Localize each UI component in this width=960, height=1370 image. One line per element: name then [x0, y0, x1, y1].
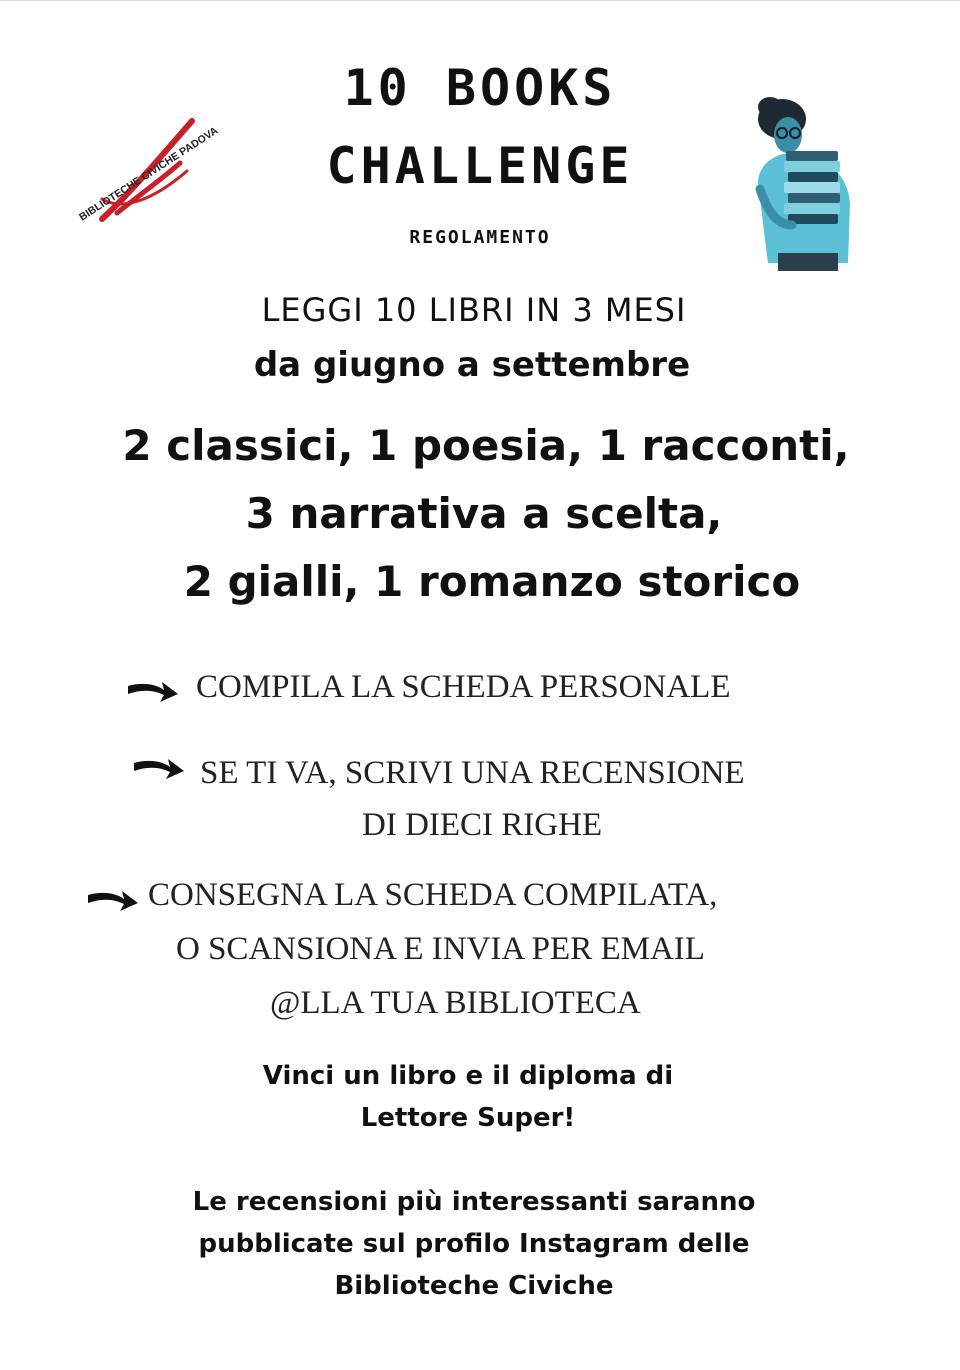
curved-right-arrow-icon: [132, 753, 186, 783]
genres-line-3: 2 gialli, 1 romanzo storico: [183, 557, 801, 606]
genres-line-2: 3 narrativa a scelta,: [245, 489, 723, 538]
subtitle: REGOLAMENTO: [409, 227, 551, 248]
step-2-line-1: SE TI VA, SCRIVI UNA RECENSIONE: [200, 755, 745, 791]
step-1: COMPILA LA SCHEDA PERSONALE: [196, 669, 731, 705]
note-line-3: Biblioteche Civiche: [334, 1271, 614, 1301]
curved-right-arrow-icon: [126, 676, 180, 706]
step-3-line-1: CONSEGNA LA SCHEDA COMPILATA,: [148, 877, 718, 913]
step-3-line-3: @LLA TUA BIBLIOTECA: [270, 985, 641, 1021]
note-line-1: Le recensioni più interessanti saranno: [192, 1187, 756, 1217]
step-3-line-2: O SCANSIONA E INVIA PER EMAIL: [176, 931, 705, 967]
note-line-2: pubblicate sul profilo Instagram delle: [198, 1229, 750, 1259]
prize-line-1: Vinci un libro e il diploma di: [262, 1061, 674, 1091]
genres-line-1: 2 classici, 1 poesia, 1 racconti,: [122, 421, 850, 470]
step-2-line-2: DI DIECI RIGHE: [362, 807, 603, 843]
curved-right-arrow-icon: [86, 885, 140, 915]
prize-line-2: Lettore Super!: [360, 1103, 576, 1133]
title-line-1: 10 BOOKS: [343, 59, 617, 117]
months-rule: LEGGI 10 LIBRI IN 3 MESI: [261, 291, 687, 329]
person-holding-books-icon: [748, 93, 860, 271]
period-rule: da giugno a settembre: [253, 345, 691, 385]
logo-text: BIBLIOTECHE CIVICHE PADOVA: [77, 124, 221, 224]
title-line-2: CHALLENGE: [326, 137, 634, 195]
